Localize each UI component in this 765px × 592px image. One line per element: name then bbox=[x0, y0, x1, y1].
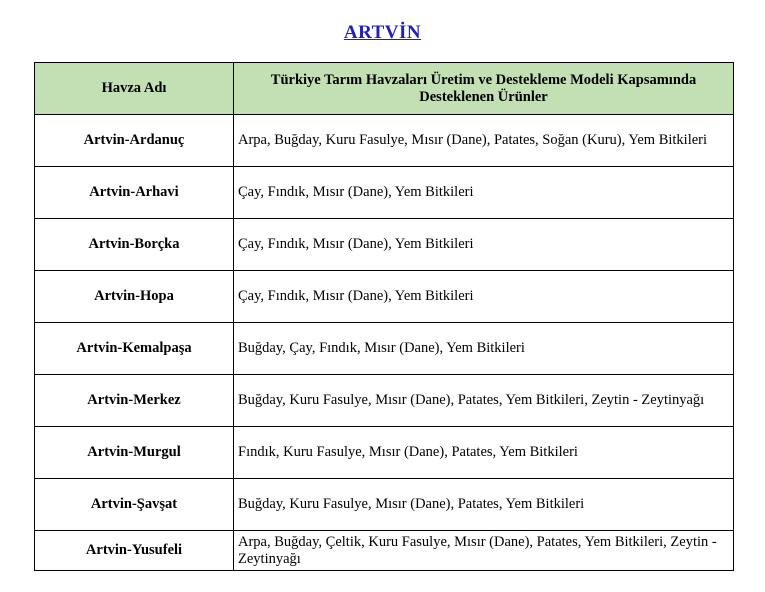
basin-name: Artvin-Arhavi bbox=[35, 167, 234, 219]
basin-products: Buğday, Kuru Fasulye, Mısır (Dane), Patates, Yem Bitkileri bbox=[234, 479, 734, 531]
basin-name: Artvin-Yusufeli bbox=[35, 531, 234, 571]
basin-products: Arpa, Buğday, Çeltik, Kuru Fasulye, Mısır (Dane), Patates, Yem Bitkileri, Zeytin - Zeytinyağı bbox=[234, 531, 734, 571]
basin-name: Artvin-Hopa bbox=[35, 271, 234, 323]
table-row bbox=[35, 115, 734, 167]
basin-name: Artvin-Borçka bbox=[35, 219, 234, 271]
basin-name: Artvin-Kemalpaşa bbox=[35, 323, 234, 375]
table-row bbox=[35, 167, 734, 219]
table-row bbox=[35, 531, 734, 571]
basin-products: Buğday, Kuru Fasulye, Mısır (Dane), Patates, Yem Bitkileri, Zeytin - Zeytinyağı bbox=[234, 375, 734, 427]
basin-name: Artvin-Merkez bbox=[35, 375, 234, 427]
basin-products: Çay, Fındık, Mısır (Dane), Yem Bitkileri bbox=[234, 167, 734, 219]
basin-products-table bbox=[34, 62, 734, 571]
basin-products: Buğday, Çay, Fındık, Mısır (Dane), Yem Bitkileri bbox=[234, 323, 734, 375]
basin-products: Çay, Fındık, Mısır (Dane), Yem Bitkileri bbox=[234, 271, 734, 323]
basin-products: Arpa, Buğday, Kuru Fasulye, Mısır (Dane), Patates, Soğan (Kuru), Yem Bitkileri bbox=[234, 115, 734, 167]
page-title: ARTVİN bbox=[343, 22, 422, 43]
table-row bbox=[35, 479, 734, 531]
header-basin-name: Havza Adı bbox=[35, 63, 234, 115]
basin-products: Çay, Fındık, Mısır (Dane), Yem Bitkileri bbox=[234, 219, 734, 271]
table-row bbox=[35, 271, 734, 323]
basin-name: Artvin-Ardanuç bbox=[35, 115, 234, 167]
table-row bbox=[35, 427, 734, 479]
basin-name: Artvin-Murgul bbox=[35, 427, 234, 479]
table-row bbox=[35, 323, 734, 375]
table-row bbox=[35, 375, 734, 427]
basin-name: Artvin-Şavşat bbox=[35, 479, 234, 531]
table-row bbox=[35, 219, 734, 271]
header-supported-products: Türkiye Tarım Havzaları Üretim ve Destekleme Modeli Kapsamında Desteklenen Ürünler bbox=[234, 63, 734, 115]
basin-products: Fındık, Kuru Fasulye, Mısır (Dane), Patates, Yem Bitkileri bbox=[234, 427, 734, 479]
table-header-row bbox=[35, 63, 734, 115]
